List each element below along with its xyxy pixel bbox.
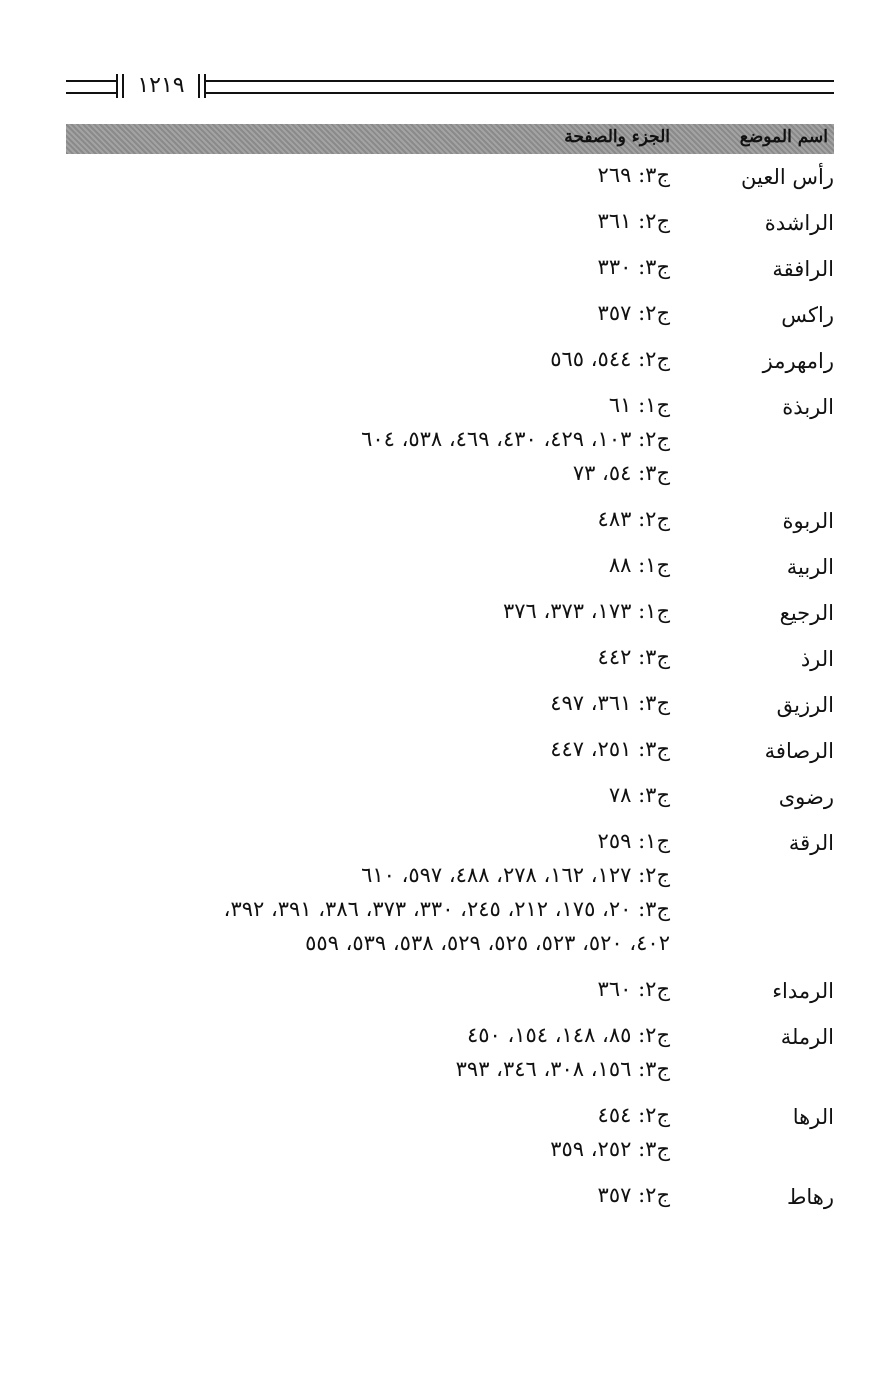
volume-page-references <box>50 548 670 582</box>
index-entries <box>50 158 834 1224</box>
entry-spacer <box>50 674 834 686</box>
reference-line: ج٢: ٣٦٠ <box>597 977 670 1001</box>
entry-spacer <box>50 766 834 778</box>
reference-line: ج٣: ٢٥٢، ٣٥٩ <box>550 1137 670 1161</box>
volume-page-references <box>50 1178 670 1212</box>
volume-page-references <box>50 824 670 960</box>
reference-line: ج٣: ٧٨ <box>608 783 670 807</box>
entry-spacer <box>50 376 834 388</box>
header-divider <box>116 74 118 98</box>
place-name: الربوة <box>782 509 834 533</box>
reference-line: ج٣: ٢٥١، ٤٤٧ <box>550 737 670 761</box>
volume-page-references <box>50 594 670 628</box>
volume-page-references <box>50 778 670 812</box>
entry-spacer <box>50 490 834 502</box>
index-entry <box>50 342 834 388</box>
reference-line: ج١: ١٧٣، ٣٧٣، ٣٧٦ <box>502 599 670 623</box>
volume-page-references <box>50 640 670 674</box>
entry-spacer <box>50 192 834 204</box>
reference-line: ج٢: ٣٥٧ <box>597 301 670 325</box>
page-number: ١٢١٩ <box>137 73 185 98</box>
volume-page-references <box>50 204 670 238</box>
reference-line: ٤٠٢، ٥٢٠، ٥٢٣، ٥٢٥، ٥٢٩، ٥٣٨، ٥٣٩، ٥٥٩ <box>305 931 670 955</box>
page-header <box>66 70 834 102</box>
reference-line: ج١: ٦١ <box>608 393 670 417</box>
index-entry <box>50 502 834 548</box>
volume-page-references <box>50 342 670 376</box>
volume-page-references <box>50 732 670 766</box>
header-rule-right <box>206 80 834 94</box>
place-name: رأس العين <box>741 165 834 189</box>
entry-spacer <box>50 1212 834 1224</box>
entry-spacer <box>50 536 834 548</box>
index-entry <box>50 686 834 732</box>
place-name: الرمداء <box>772 979 834 1003</box>
index-entry <box>50 824 834 972</box>
reference-line: ج٣: ١٥٦، ٣٠٨، ٣٤٦، ٣٩٣ <box>455 1057 670 1081</box>
entry-spacer <box>50 284 834 296</box>
reference-line: ج١: ٨٨ <box>608 553 670 577</box>
reference-line: ج٢: ١٢٧، ١٦٢، ٢٧٨، ٤٨٨، ٥٩٧، ٦١٠ <box>361 863 670 887</box>
index-entry <box>50 594 834 640</box>
volume-page-references <box>50 1018 670 1086</box>
reference-line: ج٣: ٥٤، ٧٣ <box>572 461 670 485</box>
place-name: الرزيق <box>776 693 834 717</box>
reference-line: ج٢: ٤٥٤ <box>597 1103 670 1127</box>
reference-line: ج٢: ١٠٣، ٤٢٩، ٤٣٠، ٤٦٩، ٥٣٨، ٦٠٤ <box>361 427 670 451</box>
volume-page-references <box>50 296 670 330</box>
index-entry <box>50 1178 834 1224</box>
entry-spacer <box>50 720 834 732</box>
volume-page-references <box>50 388 670 490</box>
entry-spacer <box>50 1006 834 1018</box>
header-divider <box>198 74 200 98</box>
entry-spacer <box>50 628 834 640</box>
place-name: الرها <box>792 1105 834 1129</box>
place-name: الرقة <box>788 831 834 855</box>
column-header-reference: الجزء والصفحة <box>564 127 670 147</box>
reference-line: ج٢: ٨٥، ١٤٨، ١٥٤، ٤٥٠ <box>466 1023 670 1047</box>
entry-spacer <box>50 812 834 824</box>
entry-spacer <box>50 330 834 342</box>
reference-line: ج٢: ٣٥٧ <box>597 1183 670 1207</box>
index-entry <box>50 640 834 686</box>
reference-line: ج٣: ٣٣٠ <box>597 255 670 279</box>
volume-page-references <box>50 250 670 284</box>
place-name: رهاط <box>786 1185 834 1209</box>
index-entry <box>50 1018 834 1098</box>
volume-page-references <box>50 1098 670 1166</box>
place-name: الرافقة <box>772 257 834 281</box>
entry-spacer <box>50 1166 834 1178</box>
index-entry <box>50 548 834 594</box>
index-entry <box>50 732 834 778</box>
place-name: الربذة <box>782 395 834 419</box>
index-table-header <box>66 124 834 154</box>
reference-line: ج٣: ٢٠، ١٧٥، ٢١٢، ٢٤٥، ٣٣٠، ٣٧٣، ٣٨٦، ٣٩١، ٣٩٢، <box>223 897 670 921</box>
entry-spacer <box>50 582 834 594</box>
index-entry <box>50 972 834 1018</box>
volume-page-references <box>50 686 670 720</box>
entry-spacer <box>50 1086 834 1098</box>
place-name: الرذ <box>800 647 834 671</box>
reference-line: ج٢: ٤٨٣ <box>597 507 670 531</box>
place-name: الرملة <box>780 1025 834 1049</box>
volume-page-references <box>50 502 670 536</box>
entry-spacer <box>50 960 834 972</box>
reference-line: ج٢: ٣٦١ <box>597 209 670 233</box>
index-entry <box>50 296 834 342</box>
entry-spacer <box>50 238 834 250</box>
index-entry <box>50 388 834 502</box>
place-name: الرصافة <box>764 739 834 763</box>
place-name: الرجيع <box>779 601 834 625</box>
column-header-place: اسم الموضع <box>739 127 828 147</box>
reference-line: ج٣: ٢٦٩ <box>597 163 670 187</box>
place-name: رضوى <box>778 785 834 809</box>
reference-line: ج٢: ٥٤٤، ٥٦٥ <box>550 347 670 371</box>
place-name: الراشدة <box>764 211 834 235</box>
header-rule-left <box>66 80 116 94</box>
index-entry <box>50 778 834 824</box>
index-entry <box>50 204 834 250</box>
index-entry <box>50 1098 834 1178</box>
index-entry <box>50 158 834 204</box>
place-name: راكس <box>781 303 834 327</box>
place-name: الربية <box>786 555 834 579</box>
reference-line: ج٣: ٣٦١، ٤٩٧ <box>550 691 670 715</box>
volume-page-references <box>50 972 670 1006</box>
reference-line: ج١: ٢٥٩ <box>597 829 670 853</box>
reference-line: ج٣: ٤٤٢ <box>597 645 670 669</box>
volume-page-references <box>50 158 670 192</box>
place-name: رامهرمز <box>762 349 834 373</box>
index-entry <box>50 250 834 296</box>
